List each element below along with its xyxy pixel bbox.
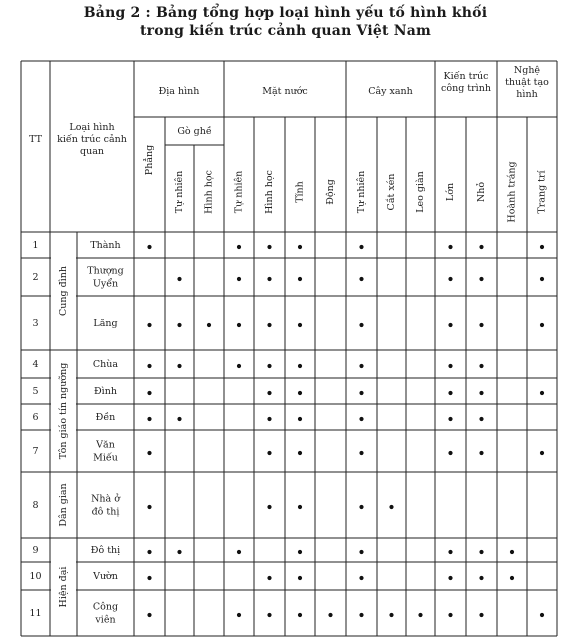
mark-dot — [359, 323, 363, 327]
mark-dot — [448, 277, 452, 281]
mark-dot — [359, 613, 363, 617]
mark-dot — [298, 364, 302, 368]
category-label: Cung đình — [58, 266, 69, 316]
row-number: 6 — [32, 412, 39, 423]
mark-dot — [448, 451, 452, 455]
mark-dot — [177, 550, 181, 554]
mark-dot — [359, 364, 363, 368]
mark-dot — [479, 550, 483, 554]
row-name: Thượng — [87, 265, 124, 277]
mark-dot — [389, 505, 393, 509]
mark-dot — [540, 323, 544, 327]
column-header-7: Tự nhiên — [356, 170, 367, 214]
mark-dot — [359, 245, 363, 249]
row-number: 10 — [29, 571, 42, 582]
column-header-0: Phẳng — [144, 144, 155, 176]
mark-dot — [207, 323, 211, 327]
row-name: Đình — [94, 386, 117, 397]
row-name: Đô thị — [90, 545, 121, 556]
mark-dot — [267, 245, 271, 249]
mark-dot — [510, 550, 514, 554]
mark-dot — [147, 576, 151, 580]
category-label: Hiện đại — [58, 566, 69, 608]
mark-dot — [237, 550, 241, 554]
mark-dot — [479, 613, 483, 617]
mark-dot — [540, 613, 544, 617]
mark-dot — [359, 451, 363, 455]
row-number: 5 — [32, 386, 39, 397]
column-header-11: Nhỏ — [476, 181, 487, 203]
mark-dot — [359, 277, 363, 281]
row-number: 3 — [32, 318, 39, 329]
column-header-6: Động — [325, 179, 336, 205]
mark-dot — [237, 364, 241, 368]
mark-dot — [267, 323, 271, 327]
table-title-line2: trong kiến trúc cảnh quan Việt Nam — [139, 23, 431, 39]
mark-dot — [359, 550, 363, 554]
mark-dot — [177, 417, 181, 421]
loai-hinh-header: Loại hình — [69, 122, 115, 133]
column-header-8: Cắt xén — [386, 173, 397, 211]
column-header-12: Hoành tráng — [506, 161, 518, 223]
mark-dot — [448, 245, 452, 249]
mark-dot — [479, 576, 483, 580]
mark-dot — [267, 451, 271, 455]
mark-dot — [298, 576, 302, 580]
row-number: 1 — [32, 240, 39, 251]
row-number: 8 — [32, 500, 39, 511]
row-name: Văn — [96, 439, 115, 451]
mark-dot — [237, 613, 241, 617]
group-header-0: Địa hình — [158, 86, 200, 97]
mark-dot — [177, 277, 181, 281]
mark-dot — [147, 364, 151, 368]
group-header-4: Nghệ — [513, 65, 541, 76]
mark-dot — [389, 613, 393, 617]
mark-dot — [237, 277, 241, 281]
mark-dot — [267, 417, 271, 421]
mark-dot — [267, 613, 271, 617]
mark-dot — [359, 505, 363, 509]
mark-dot — [479, 277, 483, 281]
group-header-4: thuật tạo — [505, 77, 549, 88]
mark-dot — [237, 245, 241, 249]
mark-dot — [479, 323, 483, 327]
mark-dot — [479, 391, 483, 395]
mark-dot — [147, 550, 151, 554]
row-name: Công — [92, 601, 119, 613]
mark-dot — [359, 391, 363, 395]
mark-dot — [328, 613, 332, 617]
mark-dot — [298, 550, 302, 554]
column-header-9: Leo giàn — [415, 171, 426, 213]
row-number: 11 — [29, 608, 42, 619]
row-name: Thành — [90, 240, 121, 251]
mark-dot — [448, 550, 452, 554]
mark-dot — [147, 391, 151, 395]
category-label: Dân gian — [58, 483, 69, 527]
mark-dot — [267, 505, 271, 509]
mark-dot — [448, 417, 452, 421]
column-header-3: Tự nhiên — [233, 170, 245, 214]
row-name: Uyển — [92, 278, 119, 290]
mark-dot — [237, 323, 241, 327]
column-header-13: Trang trí — [536, 170, 548, 214]
mark-dot — [177, 323, 181, 327]
group-header-3: công trình — [441, 83, 491, 94]
mark-dot — [298, 505, 302, 509]
row-name: Đền — [95, 412, 116, 423]
mark-dot — [267, 391, 271, 395]
mark-dot — [147, 417, 151, 421]
mark-dot — [540, 391, 544, 395]
mark-dot — [147, 245, 151, 249]
mark-dot — [267, 364, 271, 368]
row-number: 9 — [32, 545, 39, 556]
mark-dot — [479, 451, 483, 455]
mark-dot — [177, 364, 181, 368]
mark-dot — [298, 417, 302, 421]
go-ghe-header: Gò ghề — [177, 126, 212, 137]
group-header-4: hình — [516, 89, 538, 100]
mark-dot — [298, 323, 302, 327]
mark-dot — [448, 576, 452, 580]
mark-dot — [540, 245, 544, 249]
mark-dot — [298, 391, 302, 395]
column-header-5: Tĩnh — [294, 181, 306, 203]
mark-dot — [147, 505, 151, 509]
column-header-1: Tự nhiên — [174, 170, 185, 214]
tt-header: TT — [29, 134, 42, 145]
mark-dot — [448, 364, 452, 368]
group-header-1: Mặt nước — [262, 86, 308, 97]
mark-dot — [298, 277, 302, 281]
table-title-line1: Bảng 2 : Bảng tổng hợp loại hình yếu tố hình khối — [83, 5, 488, 21]
mark-dot — [448, 323, 452, 327]
column-header-10: Lớn — [445, 182, 456, 202]
mark-dot — [479, 417, 483, 421]
mark-dot — [448, 613, 452, 617]
mark-dot — [359, 417, 363, 421]
mark-dot — [510, 576, 514, 580]
mark-dot — [147, 451, 151, 455]
column-header-4: Hình học — [264, 170, 275, 214]
mark-dot — [359, 576, 363, 580]
mark-dot — [298, 245, 302, 249]
mark-dot — [540, 451, 544, 455]
row-name: Chùa — [92, 359, 119, 370]
loai-hinh-header: kiến trúc cảnh — [57, 134, 127, 145]
group-header-2: Cây xanh — [368, 86, 413, 97]
group-header-3: Kiến trúc — [443, 71, 489, 82]
row-name: Nhà ở — [91, 493, 120, 505]
mark-dot — [479, 245, 483, 249]
mark-dot — [448, 391, 452, 395]
mark-dot — [479, 364, 483, 368]
row-name: Lăng — [93, 318, 118, 329]
row-name: viên — [95, 614, 116, 626]
row-number: 7 — [32, 446, 39, 457]
mark-dot — [418, 613, 422, 617]
mark-dot — [298, 613, 302, 617]
mark-dot — [267, 576, 271, 580]
loai-hinh-header: quan — [80, 146, 104, 157]
mark-dot — [147, 323, 151, 327]
row-name: đô thị — [91, 506, 120, 518]
row-name: Miếu — [93, 452, 118, 464]
mark-dot — [147, 613, 151, 617]
mark-dot — [298, 451, 302, 455]
row-name: Vườn — [93, 571, 118, 582]
category-label: Tôn giáo tín ngưỡng — [58, 362, 69, 460]
row-number: 4 — [32, 359, 39, 370]
mark-dot — [267, 277, 271, 281]
row-number: 2 — [32, 272, 39, 283]
mark-dot — [540, 277, 544, 281]
column-header-2: Hình học — [203, 170, 215, 214]
